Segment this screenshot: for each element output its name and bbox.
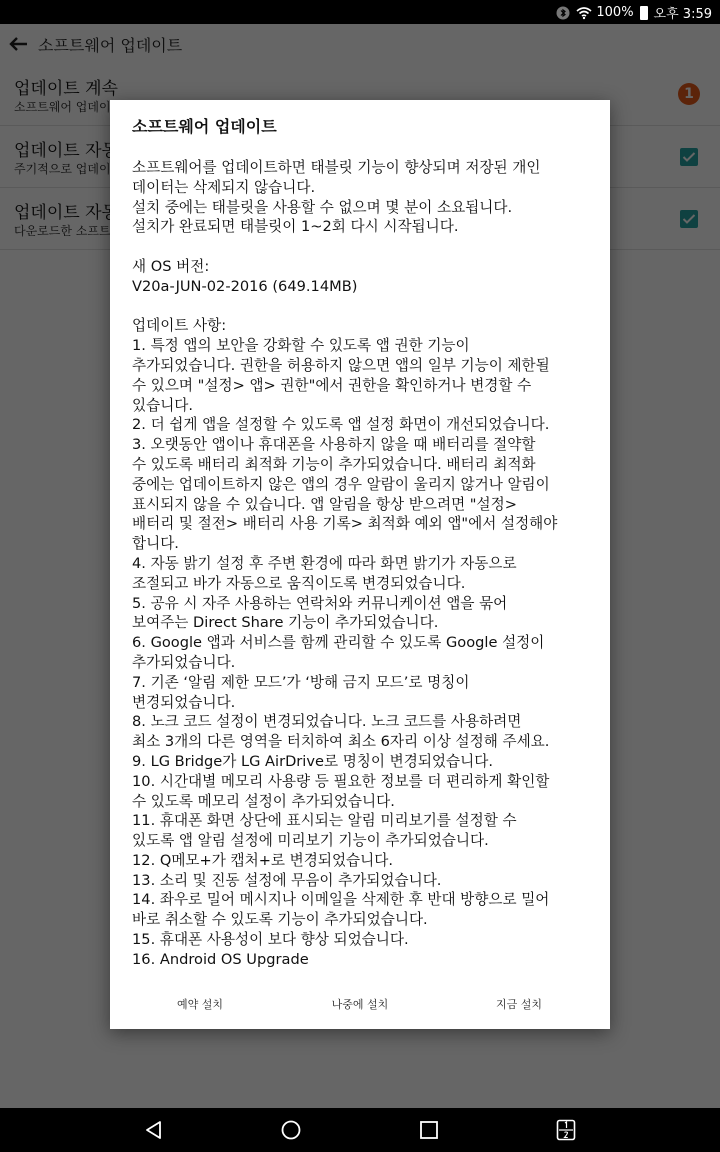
body-text-line: 16. Android OS Upgrade (132, 950, 309, 968)
body-text-line: 14. 좌우로 밀어 메시지나 이메일을 삭제한 후 반대 방향으로 밀어 (132, 891, 550, 909)
body-text-line: 중에는 업데이트하지 않은 앱의 경우 알람이 울리지 않거나 알림이 (132, 475, 550, 493)
body-text-line: 13. 소리 및 진동 설정에 무음이 추가되었습니다. (132, 871, 442, 889)
body-text-line: 8. 노크 코드 설정이 변경되었습니다. 노크 코드를 사용하려면 (132, 713, 522, 731)
body-spacer (132, 297, 594, 317)
body-text-line: 2. 더 쉽게 앱을 설정할 수 있도록 앱 설정 화면이 개선되었습니다. (132, 416, 550, 434)
body-text-line: 설치가 완료되면 태블릿이 1~2회 다시 시작됩니다. (132, 218, 459, 236)
body-text-line: 최소 3개의 다른 영역을 터치하여 최소 6자리 이상 설정해 주세요. (132, 733, 550, 751)
body-text-line: 있습니다. (132, 396, 194, 414)
body-text-line: 수 있으며 "설정> 앱> 권한"에서 권한을 확인하거나 변경할 수 (132, 376, 532, 394)
dialog-title: 소프트웨어 업데이트 (132, 117, 277, 136)
bluetooth-icon (556, 6, 570, 20)
battery-percent: 100% (596, 5, 634, 20)
body-text-line: 배터리 및 절전> 배터리 사용 기록> 최적화 예외 앱"에서 설정해야 (132, 515, 558, 533)
body-spacer (132, 237, 594, 257)
body-text-line: 6. Google 앱과 서비스를 함께 관리할 수 있도록 Google 설정이 (132, 634, 545, 652)
body-text-line: 4. 자동 밝기 설정 후 주변 환경에 따라 화면 밝기가 자동으로 (132, 554, 517, 572)
battery-icon (640, 6, 648, 20)
body-text-line: 있도록 앱 알림 설정에 미리보기 기능이 추가되었습니다. (132, 832, 489, 850)
body-text-line: 11. 휴대폰 화면 상단에 표시되는 알림 미리보기를 설정할 수 (132, 812, 517, 830)
body-text-line: 소프트웨어를 업데이트하면 태블릿 기능이 향상되며 저장된 개인 (132, 159, 541, 176)
dialog-actions (110, 992, 610, 1018)
clock: 오후 3:59 (653, 7, 712, 22)
schedule-install-button[interactable]: 예약 설치 (176, 998, 223, 1011)
body-text-line: 5. 공유 시 자주 사용하는 연락처와 커뮤니케이션 앱을 묶어 (132, 594, 508, 612)
body-text-line: 10. 시간대별 메모리 사용량 등 필요한 정보를 더 편리하게 확인할 (132, 772, 550, 790)
body-text-line: 새 OS 버전: (132, 257, 210, 275)
body-text-line: 변경되었습니다. (132, 693, 236, 711)
body-text-line: 3. 오랫동안 앱이나 휴대폰을 사용하지 않을 때 배터리를 절약할 (132, 436, 536, 454)
update-dialog (110, 100, 610, 1029)
dialog-body (132, 158, 594, 970)
body-text-line: 바로 취소할 수 있도록 기능이 추가되었습니다. (132, 911, 428, 929)
wifi-icon (576, 6, 590, 20)
dual-window-icon[interactable] (553, 1118, 579, 1142)
body-text-line: 합니다. (132, 535, 179, 553)
body-text-line: 15. 휴대폰 사용성이 보다 향상 되었습니다. (132, 931, 409, 949)
install-later-button[interactable]: 나중에 설치 (331, 998, 389, 1011)
navigation-bar (0, 1108, 720, 1152)
body-text-line: 설치 중에는 태블릿을 사용할 수 없으며 몇 분이 소요됩니다. (132, 198, 513, 216)
back-nav-icon[interactable] (141, 1118, 167, 1142)
body-text-line: 수 있도록 메모리 설정이 추가되었습니다. (132, 792, 395, 810)
recents-nav-icon[interactable] (416, 1118, 442, 1142)
body-text-line: 조절되고 바가 자동으로 움직이도록 변경되었습니다. (132, 574, 466, 592)
status-icons (556, 3, 712, 22)
body-text-line: 보여주는 Direct Share 기능이 추가되었습니다. (132, 614, 439, 632)
status-bar (0, 0, 720, 24)
body-text-line: 표시되지 않을 수 있습니다. 앱 알림을 항상 받으려면 "설정> (132, 495, 517, 513)
install-now-button[interactable]: 지금 설치 (495, 998, 542, 1011)
body-text-line: 12. Q메모+가 캡처+로 변경되었습니다. (132, 851, 393, 869)
body-text-line: 추가되었습니다. 권한을 허용하지 않으면 앱의 일부 기능이 제한될 (132, 356, 550, 374)
body-text-line: 추가되었습니다. (132, 653, 236, 671)
body-text-line: 1. 특정 앱의 보안을 강화할 수 있도록 앱 권한 기능이 (132, 337, 470, 355)
home-nav-icon[interactable] (278, 1118, 304, 1142)
body-text-line: 수 있도록 배터리 최적화 기능이 추가되었습니다. 배터리 최적화 (132, 455, 536, 473)
body-text-line: 7. 기존 ‘알림 제한 모드’가 ‘방해 금지 모드’로 명칭이 (132, 673, 470, 691)
body-text-line: V20a-JUN-02-2016 (649.14MB) (132, 277, 358, 295)
body-text-line: 9. LG Bridge가 LG AirDrive로 명칭이 변경되었습니다. (132, 752, 493, 770)
body-text-line: 업데이트 사항: (132, 317, 227, 335)
body-text-line: 데이터는 삭제되지 않습니다. (132, 178, 316, 196)
